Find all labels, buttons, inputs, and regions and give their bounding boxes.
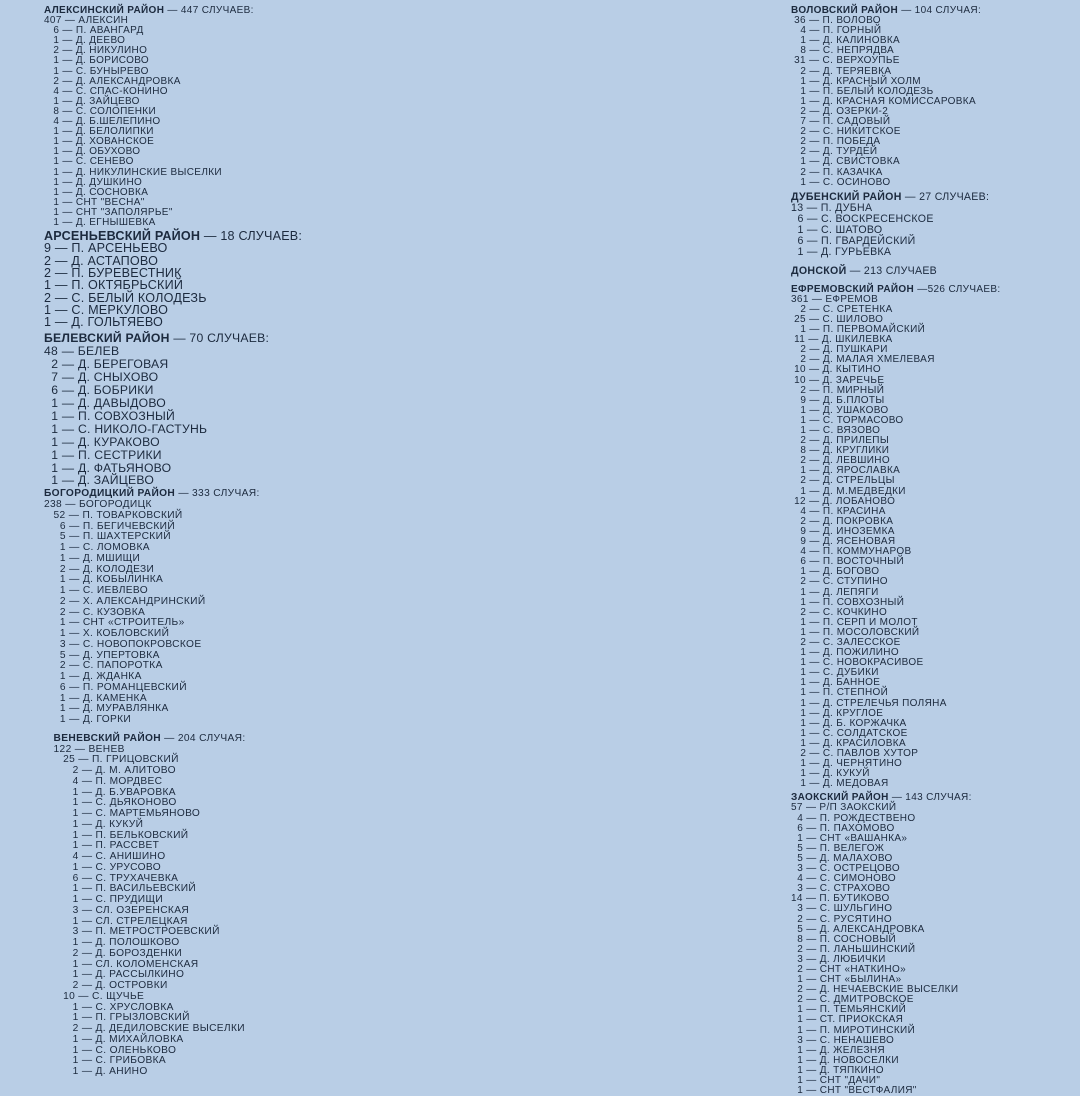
settlement-case-line: 7 — П. САДОВЫЙ	[791, 116, 891, 128]
settlement-case-line: 1 — СНТ "ДАЧИ"	[791, 1075, 881, 1086]
settlement-case-line: 2 — Д. ЛЕВШИНО	[791, 455, 890, 467]
settlement-case-line: 57 — Р/П ЗАОКСКИЙ	[791, 802, 897, 814]
district-name: ДОНСКОЙ	[791, 264, 847, 277]
district-block	[44, 734, 464, 1078]
settlement-case-line: 2 — Д. ПУШКАРИ	[791, 344, 888, 356]
settlement-case-line: 1 — Д. ПОЛОШКОВО	[44, 937, 180, 949]
district-name: БЕЛЕВСКИЙ РАЙОН	[44, 331, 170, 346]
settlement-case-line: 1 — Д. СОСНОВКА	[44, 186, 149, 198]
settlement-case-line: 1 — Д. ЗАЙЦЕВО	[44, 95, 140, 107]
settlement-case-line: 1 — Д. НОВОСЕЛКИ	[791, 1054, 899, 1066]
settlement-case-line: 4 — С. СИМОНОВО	[791, 873, 897, 885]
settlement-case-line: 2 — Д. ОСТРОВКИ	[44, 980, 168, 992]
district-name: БОГОРОДИЦКИЙ РАЙОН	[44, 488, 176, 500]
settlement-case-line: 1 — СЛ. СТРЕЛЕЦКАЯ	[44, 915, 188, 927]
district-block	[791, 793, 1076, 1096]
settlement-case-line: 1 — Д. НИКУЛИНСКИЕ ВЫСЕЛКИ	[44, 166, 222, 178]
settlement-case-line: 1 — С. ТОРМАСОВО	[791, 414, 904, 426]
settlement-case-line: 4 — С. АНИШИНО	[44, 851, 166, 863]
settlement-case-line: 1 — СТ. ПРИОКСКАЯ	[791, 1014, 904, 1026]
settlement-case-line: 1 — СНТ "ВЕСНА"	[44, 196, 145, 208]
settlement-case-line: 31 — С. ВЕРХОУПЬЕ	[791, 55, 900, 67]
settlement-case-line: 238 — БОГОРОДИЦК	[44, 499, 152, 511]
district-block	[44, 6, 464, 228]
settlement-case-line: 3 — С. ШУЛЬГИНО	[791, 903, 893, 915]
settlement-case-line: 1 — С. ЛОМОВКА	[44, 542, 150, 554]
settlement-case-line: 2 — Д. ТУРДЕЙ	[791, 146, 878, 158]
settlement-case-line: 1 — С. ОСИНОВО	[791, 176, 891, 188]
settlement-case-line: 5 — Д. АЛЕКСАНДРОВКА	[791, 923, 925, 935]
settlement-case-line: 1 — Д. ДЕЕВО	[44, 35, 126, 47]
settlement-case-line: 1 — Д. ДАВЫДОВО	[44, 395, 167, 410]
settlement-case-line: 3 — П. МЕТРОСТРОЕВСКИЙ	[44, 926, 220, 938]
settlement-case-line: 1 — Д. КОБЫЛИНКА	[44, 574, 164, 586]
settlement-case-line: 2 — С. ПАВЛОВ ХУТОР	[791, 748, 919, 759]
settlement-case-line: 1 — П. ВАСИЛЬЕВСКИЙ	[44, 883, 197, 895]
settlement-case-line: 13 — П. ДУБНА	[791, 201, 873, 214]
settlement-case-line: 1 — П. РАССВЕТ	[44, 840, 160, 852]
settlement-case-line: 8 — С. НЕПРЯДВА	[791, 45, 895, 57]
district-heading	[44, 734, 464, 745]
settlement-case-line: 2 — Д. БОРОЗДЕНКИ	[44, 947, 183, 959]
settlement-case-line: 1 — Д. Б.УВАРОВКА	[44, 786, 176, 798]
settlement-case-line: 9 — П. АРСЕНЬЕВО	[44, 241, 168, 256]
settlement-case-line: 3 — С. СТРАХОВО	[791, 883, 891, 895]
settlement-case-line: 1 — С. БУНЫРЕВО	[44, 65, 149, 77]
settlement-case-line: 4 — П. МОРДВЕС	[44, 775, 163, 787]
settlement-case-line: 122 — ВЕНЕВ	[44, 743, 125, 755]
settlement-case-line: 1 — С. ДЬЯКОНОВО	[44, 797, 177, 809]
district-name: ВЕНЕВСКИЙ РАЙОН	[44, 732, 161, 744]
settlement-case-line: 2 — СНТ «НАТКИНО»	[791, 963, 907, 975]
settlement-case-line: 48 — БЕЛЕВ	[44, 344, 120, 359]
settlement-case-line: 1 — Д. ФАТЬЯНОВО	[44, 460, 172, 475]
settlement-case-line: 6 — П. ПАХОМОВО	[791, 822, 895, 834]
settlement-case-line: 4 — П. КРАСИНА	[791, 505, 886, 517]
settlement-case-line: 5 — П. ВЕЛЕГОЖ	[791, 842, 885, 854]
district-case-count: — 204 СЛУЧАЯ:	[160, 732, 246, 744]
settlement-case-line: 1 — СЛ. КОЛОМЕНСКАЯ	[44, 958, 199, 970]
settlement-case-line: 36 — П. ВОЛОВО	[791, 15, 881, 27]
settlement-case-line: 1 — С. НОВОКРАСИВОЕ	[791, 657, 924, 669]
settlement-case-line: 2 — Д. ДЕДИЛОВСКИЕ ВЫСЕЛКИ	[44, 1023, 245, 1035]
settlement-case-line: 3 — С. НОВОПОКРОВСКОЕ	[44, 638, 202, 650]
district-block	[791, 6, 1076, 188]
settlement-case-line: 1 — Д. ЯРОСЛАВКА	[791, 465, 901, 477]
settlement-case-line: 361 — ЕФРЕМОВ	[791, 293, 879, 305]
district-case-count: — 143 СЛУЧАЯ:	[888, 792, 972, 804]
district-case-count: — 27 СЛУЧАЕВ:	[901, 190, 990, 203]
district-case-count: —526 СЛУЧАЕВ:	[914, 283, 1001, 295]
settlement-case-line: 1 — Д. СТРЕЛЕЧЬЯ ПОЛЯНА	[791, 697, 947, 709]
settlement-case-line: 1 — П. СОВХОЗНЫЙ	[791, 596, 905, 608]
settlement-case-line: 2 — С. НИКИТСКОЕ	[791, 126, 901, 138]
settlement-case-line: 6 — Д. БОБРИКИ	[44, 383, 154, 398]
settlement-case-line: 6 — П. ВОСТОЧНЫЙ	[791, 556, 904, 568]
settlement-case-line: 1 — П. ГРЫЗЛОВСКИЙ	[44, 1012, 190, 1024]
district-block	[791, 192, 1076, 258]
settlement-case-line: 1 — Х. КОБЛОВСКИЙ	[44, 628, 170, 640]
settlement-case-line: 4 — П. РОЖДЕСТВЕНО	[791, 812, 916, 824]
settlement-case-line: 1 — Д. КРУГЛОЕ	[791, 707, 884, 719]
settlement-case-line: 5 — Д. МАЛАХОВО	[791, 852, 893, 864]
settlement-case-line: 1 — С. ХРУСЛОВКА	[44, 1001, 174, 1013]
settlement-case-line: 2 — Д. КОЛОДЕЗИ	[44, 563, 155, 575]
settlement-case-line: 6 — П. БЕГИЧЕВСКИЙ	[44, 520, 175, 532]
district-case-count: — 447 СЛУЧАЕВ:	[164, 5, 254, 16]
district-case-count: — 18 СЛУЧАЕВ:	[200, 229, 303, 244]
settlement-case-line: 1 — Д. ЖДАНКА	[44, 671, 142, 683]
settlement-case-line: 1 — Д. КРАСНЫЙ ХОЛМ	[791, 75, 921, 87]
settlement-case-line: 1 — С. ВЯЗОВО	[791, 425, 881, 436]
settlement-case-line: 1 — С. УРУСОВО	[44, 861, 162, 873]
settlement-case-line: 1 — С. ПРУДИЩИ	[44, 894, 164, 906]
settlement-case-line: 6 — П. ГВАРДЕЙСКИЙ	[791, 234, 916, 247]
settlement-case-line: 1 — СНТ "ЗАПОЛЯРЬЕ"	[44, 206, 173, 218]
settlement-case-line: 2 — П. ПОБЕДА	[791, 136, 881, 148]
settlement-case-line: 2 — П. МИРНЫЙ	[791, 384, 885, 396]
district-name: ЗАОКСКИЙ РАЙОН	[791, 792, 889, 804]
settlement-case-line: 2 — Д. НИКУЛИНО	[44, 45, 148, 57]
settlement-case-line: 2 — С. ДМИТРОВСКОЕ	[791, 994, 914, 1006]
settlement-case-line: 1 — П. ТЕМЬЯНСКИЙ	[791, 1004, 907, 1016]
settlement-case-line: 1 — П. ПЕРВОМАЙСКИЙ	[791, 324, 926, 336]
settlement-case-line: 1 — СНТ "ВЕСТФАЛИЯ"	[791, 1085, 917, 1096]
settlement-case-line: 1 — С. ДУБИКИ	[791, 667, 879, 679]
settlement-case-line: 1 — Д. Б. КОРЖАЧКА	[791, 717, 907, 729]
settlement-case-line: 10 — Д. ЗАРЕЧЬЕ	[791, 374, 885, 386]
settlement-case-line: 1 — Д. УШАКОВО	[791, 404, 889, 416]
settlement-case-line: 1 — Д. КУКУЙ	[791, 768, 870, 780]
settlement-case-line: 1 — Д. ПОЖИЛИНО	[791, 647, 899, 659]
settlement-case-line: 2 — Д. АЛЕКСАНДРОВКА	[44, 75, 181, 87]
settlement-case-line: 7 — Д. СНЫХОВО	[44, 370, 159, 385]
settlement-case-line: 1 — П. СОВХОЗНЫЙ	[44, 408, 176, 423]
settlement-case-line: 2 — С. СТУПИНО	[791, 576, 888, 588]
settlement-case-line: 4 — П. ГОРНЫЙ	[791, 25, 882, 37]
settlement-case-line: 1 — Д. ДУШКИНО	[44, 176, 143, 188]
settlement-case-line: 6 — С. ВОСКРЕСЕНСКОЕ	[791, 212, 934, 225]
settlement-case-line: 2 — С. СРЕТЕНКА	[791, 303, 893, 315]
settlement-case-line: 2 — С. ПАПОРОТКА	[44, 660, 163, 672]
settlement-case-line: 5 — П. ШАХТЕРСКИЙ	[44, 531, 171, 543]
district-block	[791, 266, 1076, 277]
settlement-case-line: 1 — Д. ЖЕЛЕЗНЯ	[791, 1044, 886, 1056]
settlement-case-line: 1 — Д. ХОВАНСКОЕ	[44, 136, 155, 148]
settlement-case-line: 4 — С. СПАС-КОНИНО	[44, 85, 168, 97]
settlement-case-line: 1 — Д. БАННОЕ	[791, 677, 881, 689]
settlement-case-line: 1 — С. ГРИБОВКА	[44, 1055, 167, 1067]
settlement-case-line: 1 — Д. КРАСИЛОВКА	[791, 737, 906, 749]
settlement-case-line: 2 — Д. ПОКРОВКА	[791, 515, 894, 527]
district-case-count: — 213 СЛУЧАЕВ	[846, 264, 938, 277]
settlement-case-line: 2 — Д. ПРИЛЕПЫ	[791, 435, 890, 447]
settlement-case-line: 25 — П. ГРИЦОВСКИЙ	[44, 754, 179, 766]
settlement-case-line: 1 — П. СЕСТРИКИ	[44, 447, 162, 462]
settlement-case-line: 1 — С. ОЛЕНЬКОВО	[44, 1044, 177, 1056]
settlement-case-line: 1 — Д. КУРАКОВО	[44, 434, 160, 449]
district-name: ЕФРЕМОВСКИЙ РАЙОН	[791, 283, 915, 295]
settlement-case-line: 2 — Д. М. АЛИТОВО	[44, 765, 176, 777]
settlement-case-line: 1 — С. СЕНЕВО	[44, 156, 134, 168]
settlement-case-line: 6 — П. РОМАНЦЕВСКИЙ	[44, 681, 187, 693]
settlement-case-line: 1 — П. БЕЛЫЙ КОЛОДЕЗЬ	[791, 85, 934, 97]
settlement-case-line: 2 — С. ЗАЛЕССКОЕ	[791, 636, 901, 648]
settlement-case-line: 1 — Д. ЗАЙЦЕВО	[44, 473, 155, 488]
district-heading	[791, 266, 1076, 277]
settlement-case-line: 2 — С. РУСЯТИНО	[791, 913, 892, 925]
settlement-case-line: 1 — Д. МУРАВЛЯНКА	[44, 703, 169, 715]
settlement-case-line: 1 — С. МАРТЕМЬЯНОВО	[44, 808, 201, 820]
district-block	[44, 489, 464, 726]
district-case-count: — 333 СЛУЧАЯ:	[175, 488, 260, 500]
settlement-case-line: 52 — П. ТОВАРКОВСКИЙ	[44, 509, 183, 521]
settlement-case-line: 2 — С. КУЗОВКА	[44, 606, 146, 618]
district-block	[44, 332, 464, 487]
settlement-case-line: 1 — Д. М.МЕДВЕДКИ	[791, 485, 906, 497]
district-name: ВОЛОВСКИЙ РАЙОН	[791, 5, 899, 16]
settlement-case-line: 1 — Д. ЧЕРНЯТИНО	[791, 758, 903, 770]
settlement-case-line: 1 — П. МИРОТИНСКИЙ	[791, 1024, 916, 1036]
settlement-case-line: 1 — Д. КУКУЙ	[44, 818, 144, 830]
settlement-case-line: 2 — П. БУРЕВЕСТНИК	[44, 265, 182, 280]
settlement-case-line: 4 — Д. Б.ШЕЛЕПИНО	[44, 116, 161, 128]
settlement-case-line: 1 — Д. БОГОВО	[791, 566, 880, 578]
settlement-case-line: 1 — С. НИКОЛО-ГАСТУНЬ	[44, 421, 208, 436]
settlement-case-line: 14 — П. БУТИКОВО	[791, 893, 890, 905]
settlement-case-line: 2 — Д. ТЕРЯЕВКА	[791, 65, 892, 77]
settlement-case-line: 8 — Д. КРУГЛИКИ	[791, 445, 890, 457]
district-case-count: — 70 СЛУЧАЕВ:	[169, 331, 270, 346]
settlement-case-line: 6 — П. АВАНГАРД	[44, 25, 144, 37]
settlement-case-line: 1 — Д. МЕДОВАЯ	[791, 778, 889, 790]
right-column	[791, 6, 1076, 1096]
settlement-case-line: 1 — Д. БОРИСОВО	[44, 55, 150, 67]
settlement-case-line: 1 — Д. КАМЕНКА	[44, 692, 147, 704]
settlement-case-line: 1 — Д. ОБУХОВО	[44, 146, 141, 158]
settlement-case-line: 2 — Д. БЕРЕГОВАЯ	[44, 357, 169, 372]
settlement-case-line: 3 — С. ОСТРЕЦОВО	[791, 863, 900, 875]
settlement-case-line: 1 — С. СОЛДАТСКОЕ	[791, 727, 908, 739]
settlement-case-line: 1 — Д. ЕГНЫШЕВКА	[44, 216, 156, 228]
settlement-case-line: 1 — СНТ «ВАШАНКА»	[791, 832, 908, 844]
settlement-case-line: 1 — Д. БЕЛОЛИПКИ	[44, 126, 154, 138]
district-block	[791, 285, 1076, 790]
district-name: АРСЕНЬЕВСКИЙ РАЙОН	[44, 229, 201, 244]
settlement-case-line: 1 — Д. МШИЩИ	[44, 552, 141, 564]
settlement-case-line: 6 — С. ТРУХАЧЕВКА	[44, 872, 179, 884]
settlement-case-line: 1 — Д. МИХАЙЛОВКА	[44, 1033, 184, 1045]
settlement-case-line: 2 — Д. ОЗЕРКИ-2	[791, 105, 889, 117]
district-name: ДУБЕНСКИЙ РАЙОН	[791, 190, 902, 203]
settlement-case-line: 2 — С. КОЧКИНО	[791, 606, 888, 618]
settlement-case-line: 8 — П. СОСНОВЫЙ	[791, 933, 897, 945]
settlement-case-line: 2 — Х. АЛЕКСАНДРИНСКИЙ	[44, 595, 206, 607]
settlement-case-line: 1 — Д. ТЯПКИНО	[791, 1064, 884, 1076]
settlement-case-line: 3 — С. НЕНАШЕВО	[791, 1034, 895, 1046]
settlement-case-line: 1 — П. СЕРП И МОЛОТ	[791, 616, 918, 628]
settlement-case-line: 9 — Д. Б.ПЛОТЫ	[791, 394, 885, 406]
settlement-case-line: 1 — Д. СВИСТОВКА	[791, 156, 901, 168]
settlement-case-line: 8 — С. СОЛОПЕНКИ	[44, 105, 156, 117]
settlement-case-line: 1 — Д. КАЛИНОВКА	[791, 35, 901, 47]
settlement-case-line: 2 — Д. СТРЕЛЬЦЫ	[791, 475, 895, 487]
settlement-case-line: 1 — Д. ЛЕПЯГИ	[791, 586, 879, 598]
settlement-case-line: 1 — СНТ «СТРОИТЕЛЬ»	[44, 617, 185, 629]
settlement-case-line: 3 — СЛ. ОЗЕРЕНСКАЯ	[44, 904, 190, 916]
settlement-case-line: 1 — Д. ГУРЬЕВКА	[791, 245, 892, 258]
settlement-case-line: 1 — Д. РАССЫЛКИНО	[44, 969, 185, 981]
settlement-case-line: 1 — П. ОКТЯБРЬСКИЙ	[44, 278, 184, 293]
district-case-count: — 104 СЛУЧАЯ:	[898, 5, 982, 16]
settlement-case-line: 10 — Д. КЫТИНО	[791, 364, 882, 376]
settlement-case-line: 2 — Д. НЕЧАЕВСКИЕ ВЫСЕЛКИ	[791, 984, 959, 996]
settlement-case-line: 4 — П. КОММУНАРОВ	[791, 546, 912, 558]
settlement-case-line: 1 — П. БЕЛЬКОВСКИЙ	[44, 829, 189, 841]
settlement-case-line: 3 — Д. ЛЮБИЧКИ	[791, 953, 886, 965]
settlement-case-line: 2 — П. КАЗАЧКА	[791, 166, 883, 178]
settlement-case-line: 10 — С. ЩУЧЬЕ	[44, 990, 145, 1002]
settlement-case-line: 5 — Д. УПЕРТОВКА	[44, 649, 160, 661]
district-name: АЛЕКСИНСКИЙ РАЙОН	[44, 5, 165, 16]
settlement-case-line: 2 — Д. МАЛАЯ ХМЕЛЕВАЯ	[791, 354, 935, 366]
settlement-case-line: 2 — Д. АСТАПОВО	[44, 253, 159, 268]
settlement-case-line: 2 — С. БЕЛЫЙ КОЛОДЕЗЬ	[44, 290, 207, 305]
settlement-case-line: 1 — Д. КРАСНАЯ КОМИССАРОВКА	[791, 95, 976, 107]
settlement-case-line: 9 — Д. ИНОЗЕМКА	[791, 525, 895, 537]
settlement-case-line: 25 — С. ШИЛОВО	[791, 313, 884, 325]
left-column	[44, 6, 464, 1078]
settlement-case-line: 1 — СНТ «БЫЛИНА»	[791, 974, 902, 986]
settlement-case-line: 1 — Д. ГОЛЬТЯЕВО	[44, 315, 164, 330]
settlement-case-line: 1 — П. МОСОЛОВСКИЙ	[791, 626, 920, 638]
settlement-case-line: 11 — Д. ШКИЛЕВКА	[791, 334, 893, 346]
settlement-case-line: 1 — Д. АНИНО	[44, 1066, 148, 1078]
settlement-case-line: 9 — Д. ЯСЕНОВАЯ	[791, 536, 896, 548]
district-block	[44, 230, 464, 328]
settlement-case-line: 1 — П. СТЕПНОЙ	[791, 687, 889, 699]
settlement-case-line: 1 — С. ШАТОВО	[791, 223, 883, 236]
settlement-case-line: 12 — Д. ЛОБАНОВО	[791, 495, 896, 507]
settlement-case-line: 1 — С. МЕРКУЛОВО	[44, 302, 169, 317]
settlement-case-line: 1 — Д. ГОРКИ	[44, 714, 132, 726]
settlement-case-line: 1 — С. ИЕВЛЕВО	[44, 585, 148, 597]
settlement-case-line: 407 — АЛЕКСИН	[44, 15, 129, 27]
settlement-case-line: 2 — П. ЛАНЬШИНСКИЙ	[791, 943, 916, 955]
